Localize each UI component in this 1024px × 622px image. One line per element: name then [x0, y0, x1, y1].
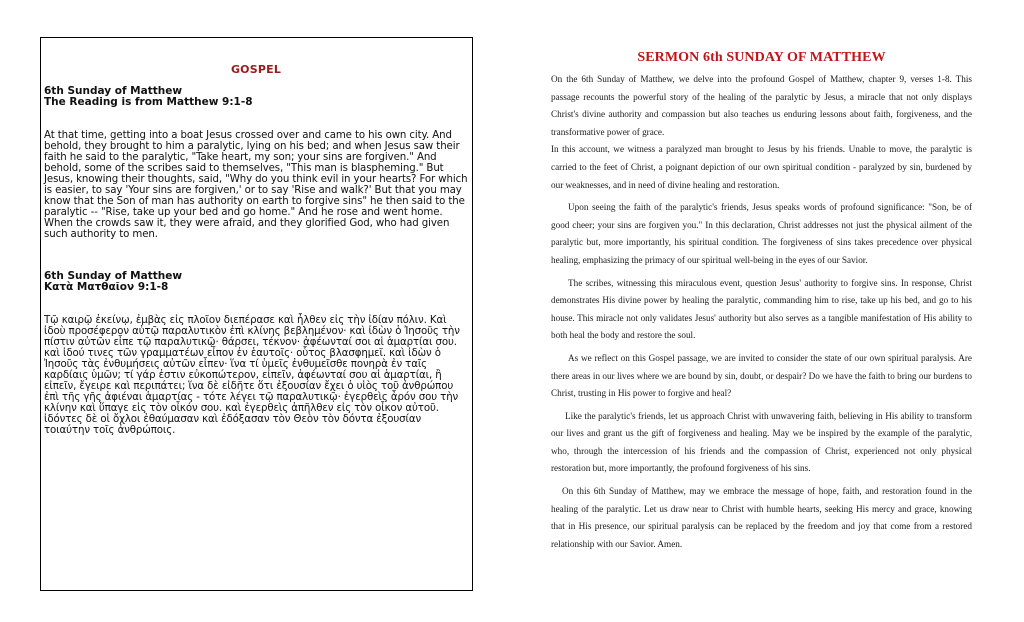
sermon-title: SERMON 6th SUNDAY OF MATTHEW [637, 50, 886, 65]
gospel-title: GOSPEL [230, 63, 282, 76]
english-reading-text: At that time, getting into a boat Jesus crossed over and came to his own city. And behold, they brought to him a paralytic, lying on his bed; and when Jesus saw their faith he said to the paralytic, "Take heart, my son; your sins are forgiven." And behold, some of the scribes said to themselves, "This man is blaspheming." But Jesus, knowing their thoughts, said, "Why do you think evil in your hearts? For which is easier, to say 'Your sins are forgiven,' or to say 'Rise and walk?' But that you may know that the Son of man has authority on earth to forgive sins" he then said to the paralytic -- "Rise, take up your bed and go home." And he rose and went home. When the crowds saw it, they were afraid, and they glorified God, who had given such authority to men. [44, 130, 468, 240]
sermon-paragraph-1: On the 6th Sunday of Matthew, we delve into the profound Gospel of Matthew, chapter 9, verses 1-8. This passage recounts the powerful story of the healing of the paralytic by Jesus, a miracle that not only displays Christ's divine authority and compassion but also teaches us enduring lessons about faith, forgiveness, and the transformative power of grace. [551, 74, 972, 137]
gospel-panel [40, 37, 473, 591]
greek-reading-heading-line1: 6th Sunday of Matthew [44, 270, 183, 282]
sermon-column [551, 50, 972, 558]
english-reading-heading-line1: 6th Sunday of Matthew [44, 85, 183, 97]
sermon-paragraph-3: Upon seeing the faith of the paralytic's friends, Jesus speaks words of profound significance: "Son, be of good cheer; your sins are forgiven you." In this declaration, Christ addresses not just the physical ailment of the paralytic but, more importantly, his spiritual condition. The forgiveness of sins takes precedence over physical healing, emphasizing the primacy of our spiritual well-being in the eyes of our Savior. [551, 202, 972, 265]
english-reading-heading-line2: The Reading is from Matthew 9:1-8 [44, 96, 253, 108]
english-reading-heading [44, 86, 468, 108]
sermon-paragraph-4: The scribes, witnessing this miraculous event, question Jesus' authority to forgive sins. In response, Christ demonstrates His divine power by healing the paralytic, commanding him to rise, take up his bed, and go to his house. This miracle not only validates Jesus' authority but also serves as a tangible manifestation of His ability to both heal the body and restore the soul. [551, 277, 972, 341]
greek-reading-heading-line2: Κατὰ Ματθαῖον 9:1-8 [44, 281, 169, 293]
greek-reading-heading [44, 271, 468, 293]
sermon-paragraph-5: As we reflect on this Gospel passage, we are invited to consider the state of our own spiritual paralysis. Are there areas in our lives where we are bound by sin, doubt, or despair? Do we have the faith to bring our burdens to Christ, trusting in His power to forgive and heal? [551, 352, 972, 399]
sermon-paragraph-6: Like the paralytic's friends, let us approach Christ with unwavering faith, believing in His ability to transform our lives and grant us the gift of forgiveness and healing. May we be inspired by the example of the paralytic, who, through the intercession of his friends and the compassion of Christ, experienced not only physical restoration but, more importantly, the profound forgiveness of his sins. [551, 410, 972, 474]
sermon-paragraph-7: On this 6th Sunday of Matthew, may we embrace the message of hope, faith, and restoration found in the healing of the paralytic. Let us draw near to Christ with humble hearts, seeking His mercy and grace, knowing that in His presence, our spiritual paralysis can be replaced by the freedom and joy that come from a restored relationship with our Savior. Amen. [551, 486, 972, 549]
sermon-paragraph-2: In this account, we witness a paralyzed man brought to Jesus by his friends. Unable to move, the paralytic is carried to the feet of Christ, a poignant depiction of our own spiritual condition - paralyzed by sin, burdened by our weaknesses, and in need of divine healing and restoration. [551, 144, 972, 190]
greek-reading-text: Τῷ καιρῷ ἐκείνῳ, ἐμβὰς εἰς πλοῖον διεπέρασε καὶ ἦλθεν εἰς τὴν ἰδίαν πόλιν. Καὶ ἰδοὺ προσέφερον αὐτῷ παραλυτικὸν ἐπὶ κλίνης βεβλημένον· καὶ ἰδὼν ὁ Ἰησοῦς τὴν πίστιν αὐτῶν εἶπε τῷ παραλυτικῷ· θάρσει, τέκνον· ἀφέωνταί σοι αἱ ἁμαρτίαι σου. καὶ ἰδού τινες τῶν γραμματέων εἶπον ἐν ἑαυτοῖς· οὗτος βλασφημεῖ. καὶ ἰδὼν ὁ Ἰησοῦς τὰς ἐνθυμήσεις αὐτῶν εἶπεν· ἵνα τί ὑμεῖς ἐνθυμεῖσθε πονηρὰ ἐν ταῖς καρδίαις ὑμῶν; τί γάρ ἐστιν εὐκοπώτερον, εἰπεῖν, ἀφέωνταί σου αἱ ἁμαρτίαι, ἢ εἰπεῖν, ἔγειρε καὶ περιπάτει; ἵνα δὲ εἰδῆτε ὅτι ἐξουσίαν ἔχει ὁ υἱὸς τοῦ ἀνθρώπου ἐπὶ τῆς γῆς ἀφιέναι ἁμαρτίας - τότε λέγει τῷ παραλυτικῷ· ἐγερθεὶς ἆρόν σου τὴν κλίνην καὶ ὕπαγε εἰς τὸν οἶκόν σου. καὶ ἐγερθεὶς ἀπῆλθεν εἰς τὸν οἶκον αὐτοῦ. ἰδόντες δὲ οἱ ὄχλοι ἐθαύμασαν καὶ ἐδόξασαν τὸν Θεὸν τὸν δόντα ἐξουσίαν τοιαύτην τοῖς ἀνθρώποις. [44, 315, 460, 436]
